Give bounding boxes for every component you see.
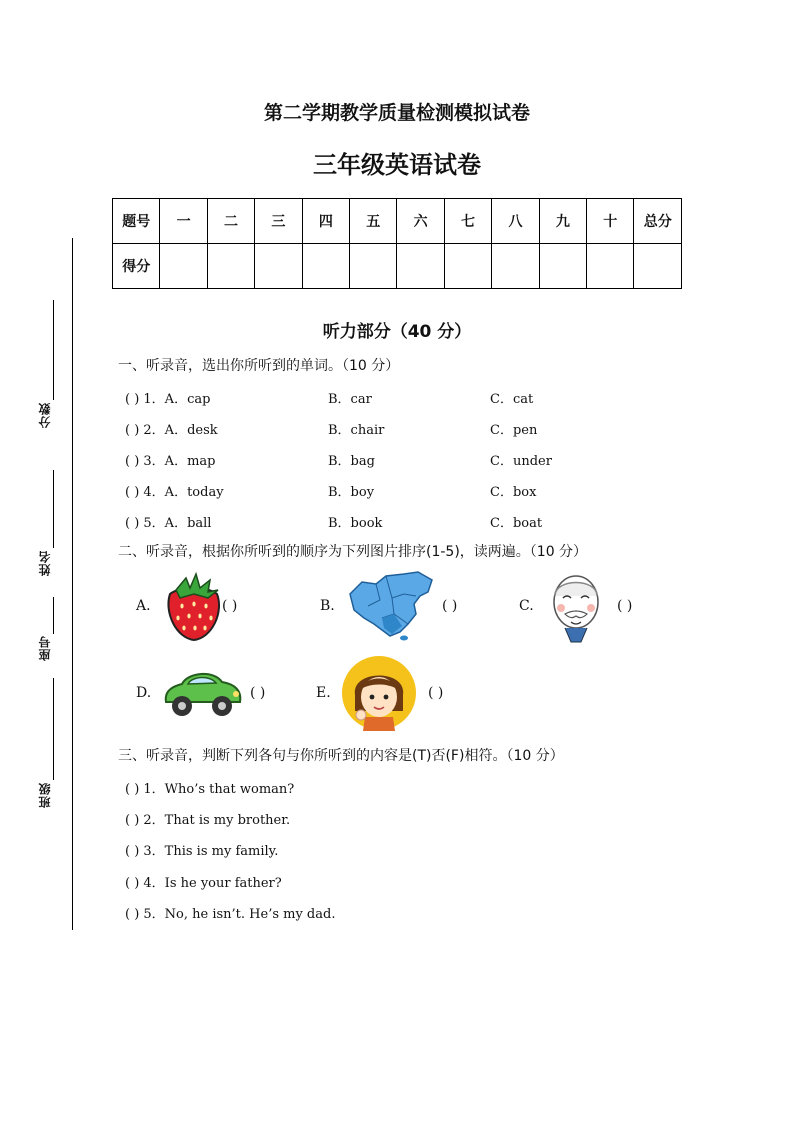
part1-option-b: B．car [328, 392, 372, 407]
score-cell: 四 [302, 199, 349, 244]
car-icon [160, 664, 244, 722]
part1-option-b: B．book [328, 516, 383, 531]
score-cell: 七 [444, 199, 491, 244]
part3-item-text: ( ) 3．This is my family. [125, 844, 279, 859]
side-field-class [36, 678, 56, 813]
part1-option-c: C．under [490, 454, 552, 469]
grandpa-icon [545, 572, 607, 644]
answer-paren-b[interactable]: ( ) [442, 598, 458, 614]
section-title: 听力部分（40 分） [322, 322, 472, 342]
score-input-cell[interactable] [634, 244, 682, 289]
side-label-seat: 座号 [38, 635, 52, 661]
pic-label-b: B. [320, 598, 335, 614]
score-cell: 一 [160, 199, 207, 244]
side-field-name [36, 470, 56, 585]
part3-item-text: ( ) 4．Is he your father? [125, 876, 282, 891]
side-field-seat [36, 597, 56, 667]
score-cell: 二 [207, 199, 254, 244]
exam-subtitle: 三年级英语试卷 [313, 151, 481, 179]
side-blank [53, 678, 54, 780]
part3-heading: 三、听录音，判断下列各句与你所听到的内容是(T)否(F)相符。（10 分） [118, 748, 564, 764]
score-cell: 五 [350, 199, 397, 244]
part1-heading: 一、听录音，选出你所听到的单词。（10 分） [118, 358, 400, 374]
side-label-score: 分数 [38, 402, 52, 428]
part1-option-a: ( ) 2．A．desk [125, 423, 218, 438]
score-input-cell[interactable] [160, 244, 207, 289]
pic-label-e: E. [316, 685, 331, 701]
china-map-icon [346, 570, 438, 642]
score-input-cell[interactable] [492, 244, 539, 289]
pic-label-d: D. [136, 685, 152, 701]
side-label-class: 班级 [38, 782, 52, 808]
side-blank [53, 597, 54, 634]
answer-paren-e[interactable]: ( ) [428, 685, 444, 701]
score-table-header-row [113, 199, 682, 244]
strawberry-icon [162, 572, 224, 642]
score-cell: 九 [539, 199, 586, 244]
part1-option-a: ( ) 4．A．today [125, 485, 224, 500]
score-input-cell[interactable] [397, 244, 444, 289]
part1-option-a: ( ) 5．A．ball [125, 516, 212, 531]
part1-option-b: B．bag [328, 454, 375, 469]
score-input-cell[interactable] [587, 244, 634, 289]
score-cell: 六 [397, 199, 444, 244]
part3-item-text: ( ) 5．No, he isn’t. He’s my dad. [125, 907, 336, 922]
score-input-cell[interactable] [444, 244, 491, 289]
answer-paren-a[interactable]: ( ) [222, 598, 238, 614]
part1-option-a: ( ) 1．A．cap [125, 392, 211, 407]
score-table [112, 198, 682, 289]
part2-heading: 二、听录音，根据你所听到的顺序为下列图片排序(1-5)，读两遍。（10 分） [118, 544, 588, 560]
part3-item-text: ( ) 1．Who’s that woman? [125, 782, 295, 797]
answer-paren-d[interactable]: ( ) [250, 685, 266, 701]
part1-option-c: C．pen [490, 423, 538, 438]
part1-option-b: B．boy [328, 485, 375, 500]
side-blank [53, 300, 54, 400]
part1-option-a: ( ) 3．A．map [125, 454, 216, 469]
score-input-cell[interactable] [207, 244, 254, 289]
side-blank [53, 470, 54, 548]
girl-icon [341, 655, 417, 731]
answer-paren-c[interactable]: ( ) [617, 598, 633, 614]
part1-option-b: B．chair [328, 423, 385, 438]
pic-label-c: C. [519, 598, 534, 614]
score-input-cell[interactable] [302, 244, 349, 289]
pic-label-a: A. [136, 598, 151, 614]
part1-option-c: C．cat [490, 392, 534, 407]
part1-option-c: C．box [490, 485, 537, 500]
side-label-name: 姓名 [38, 550, 52, 576]
score-cell: 总分 [634, 199, 682, 244]
score-cell: 三 [255, 199, 302, 244]
exam-title: 第二学期教学质量检测模拟试卷 [263, 102, 530, 124]
part3-item-text: ( ) 2．That is my brother. [125, 813, 291, 828]
score-cell: 十 [587, 199, 634, 244]
score-input-cell[interactable] [350, 244, 397, 289]
score-cell: 题号 [113, 199, 160, 244]
score-table-score-row [113, 244, 682, 289]
score-cell: 得分 [113, 244, 160, 289]
score-input-cell[interactable] [539, 244, 586, 289]
part1-option-c: C．boat [490, 516, 543, 531]
score-cell: 八 [492, 199, 539, 244]
score-input-cell[interactable] [255, 244, 302, 289]
